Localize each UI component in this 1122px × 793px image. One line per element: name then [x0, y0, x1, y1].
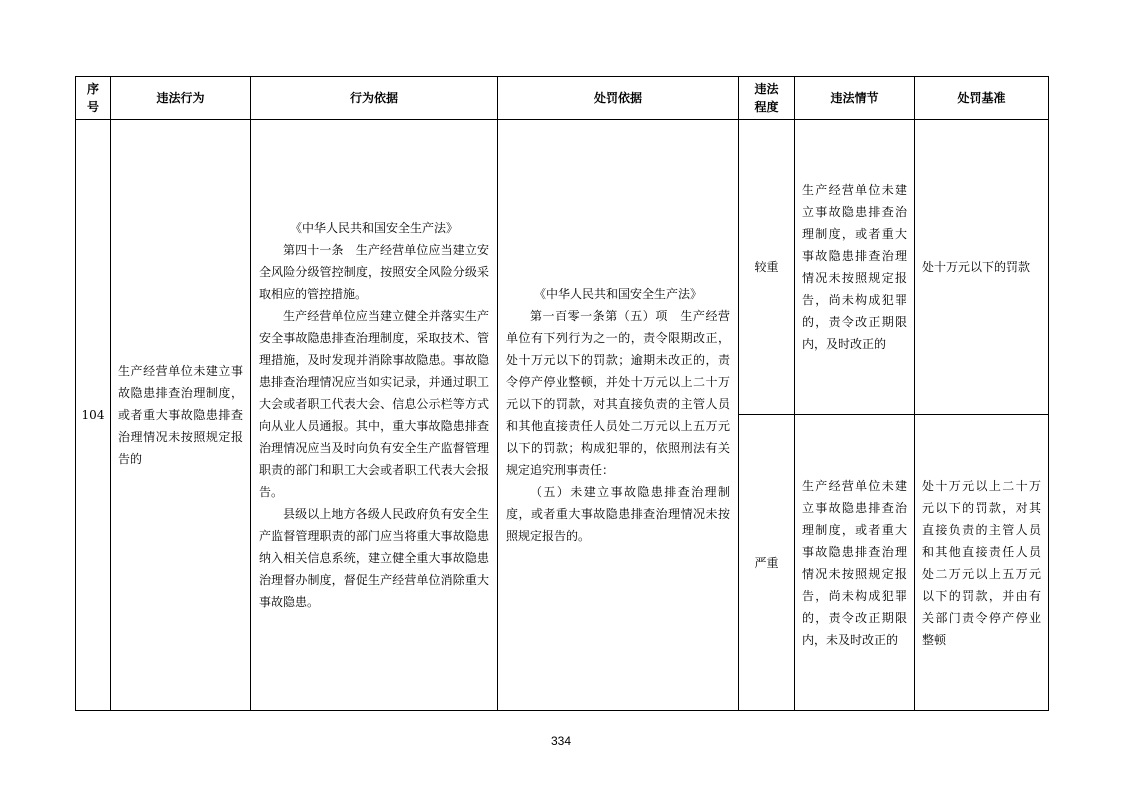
basis-paragraph: 县级以上地方各级人民政府负有安全生产监督管理职责的部门应当将重大事故隐患纳入相关信息系统，建立健全重大事故隐患治理督办制度，督促生产经营单位消除重大事故隐患。	[259, 507, 489, 609]
behavior-basis	[251, 120, 498, 711]
situation-heavier: 生产经营单位未建立事故隐患排查治理制度，或者重大事故隐患排查治理情况未按照规定报告，尚未构成犯罪的，责令改正期限内，及时改正的	[795, 120, 915, 415]
header-seq: 序 号	[76, 77, 111, 120]
standard-heavier: 处十万元以下的罚款	[915, 120, 1049, 415]
header-row	[76, 77, 1049, 120]
header-basis: 行为依据	[251, 77, 498, 120]
header-situation: 违法情节	[795, 77, 915, 120]
header-degree: 违法 程度	[739, 77, 795, 120]
page-number: 334	[550, 734, 572, 748]
penalty-basis	[498, 120, 739, 711]
header-behavior: 违法行为	[111, 77, 251, 120]
degree-serious: 严重	[739, 415, 795, 711]
basis-paragraph: 生产经营单位应当建立健全并落实生产安全事故隐患排查治理制度，采取技术、管理措施，及时发现并消除事故隐患。事故隐患排查治理情况应当如实记录，并通过职工大会或者职工代表大会、信息公示栏等方式向从业人员通报。其中，重大事故隐患排查治理情况应当及时向负有安全生产监督管理职责的部门和职工大会或者职工代表大会报告。	[259, 309, 489, 499]
situation-serious: 生产经营单位未建立事故隐患排查治理制度，或者重大事故隐患排查治理情况未按照规定报告，尚未构成犯罪的，责令改正期限内，未及时改正的	[795, 415, 915, 711]
penalty-standard-table	[75, 76, 1049, 711]
header-standard: 处罚基准	[915, 77, 1049, 120]
penalty-paragraph: （五）未建立事故隐患排查治理制度，或者重大事故隐患排查治理情况未按照规定报告的。	[506, 485, 730, 543]
header-penalty: 处罚依据	[498, 77, 739, 120]
violation-behavior: 生产经营单位未建立事故隐患排查治理制度，或者重大事故隐患排查治理情况未按照规定报告的	[111, 120, 251, 711]
degree-heavier: 较重	[739, 120, 795, 415]
standard-serious: 处十万元以上二十万元以下的罚款，对其直接负责的主管人员和其他直接责任人员处二万元以上五万元以下的罚款，并由有关部门责令停产停业整顿	[915, 415, 1049, 711]
row-number: 104	[76, 120, 111, 711]
penalty-law-title: 《中华人民共和国安全生产法》	[533, 287, 702, 301]
basis-law-title: 《中华人民共和国安全生产法》	[289, 221, 458, 235]
penalty-paragraph: 第一百零一条第（五）项 生产经营单位有下列行为之一的，责令限期改正，处十万元以下的罚款；逾期未改正的，责令停产停业整顿，并处十万元以上二十万元以下的罚款，对其直接负责的主管人员和其他直接责任人员处二万元以上五万元以下的罚款；构成犯罪的，依照刑法有关规定追究刑事责任：	[506, 309, 730, 477]
basis-paragraph: 第四十一条 生产经营单位应当建立安全风险分级管控制度，按照安全风险分级采取相应的管控措施。	[259, 243, 489, 301]
table-row	[76, 120, 1049, 415]
